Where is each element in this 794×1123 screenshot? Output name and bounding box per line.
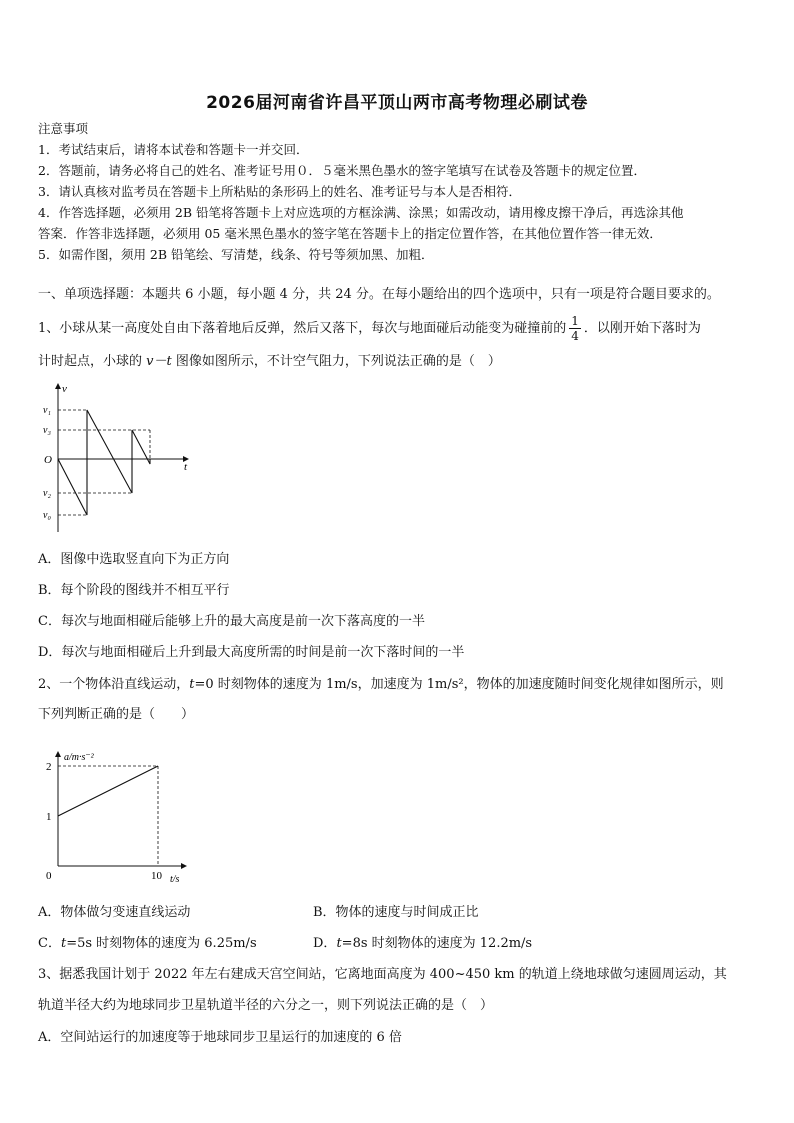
q2-option-d-text: =8s 时刻物体的速度为 12.2m/s (341, 936, 533, 951)
q1-label-o: O (44, 454, 52, 466)
q2-option-c-var: t (60, 936, 67, 951)
q1-stem-text: 1、小球从某一高度处自由下落着地后反弹，然后又落下，每次与地面碰后动能变为碰撞前的 (38, 321, 567, 336)
q2-option-c-prefix: C． (38, 936, 61, 951)
q1-option-a: A．图像中选取竖直向下为正方向 (38, 552, 230, 567)
q1-label-v3: v₃ (43, 425, 51, 436)
q1-vt-graph (38, 378, 198, 538)
q2-data-line (58, 766, 158, 816)
q2-xlabel: t/s (170, 874, 180, 885)
q1-label-v0: v₀ (43, 510, 51, 521)
q1-stem-line2 (38, 354, 501, 370)
q2-stem-line2: 下列判断正确的是（ ） (38, 707, 195, 722)
q2-var-t: t (189, 677, 195, 692)
q2-at-chart (38, 742, 198, 890)
notice-item-4-cont: 答案．作答非选择题，必须用 05 毫米黑色墨水的签字笔在答题卡上的指定位置作答，在其他位置作答一律无效． (38, 226, 662, 241)
q1-label-v1: v₁ (43, 405, 51, 416)
exam-title: 2026届河南省许昌平顶山两市高考物理必刷试卷 (206, 93, 588, 113)
q1-frac-den: 4 (571, 329, 579, 343)
q3-stem-line1: 3、据悉我国计划于 2022 年左右建成天宫空间站，它离地面高度为 400~450 km 的轨道上绕地球做匀速圆周运动，其 (38, 967, 727, 982)
q1-stem-line2-a: 计时起点，小球的 (38, 354, 147, 369)
notice-item-5: 5．如需作图，须用 2B 铅笔绘、写清楚，线条、符号等须加黑、加粗． (38, 247, 434, 262)
notice-heading: 注意事项 (38, 121, 89, 136)
notice-item-3: 3．请认真核对监考员在答题卡上所粘贴的条形码上的姓名、准考证号与本人是否相符． (38, 184, 521, 199)
q2-option-d-var: t (336, 936, 342, 951)
q3-stem-line2: 轨道半径大约为地球同步卫星轨道半径的六分之一，则下列说法正确的是（ ） (38, 998, 494, 1013)
q1-stem-end: ．以刚开始下落时为 (583, 321, 701, 336)
q1-var-vt: v－t (146, 354, 172, 369)
q1-frac-num: 1 (571, 314, 579, 328)
q1-option-b: B．每个阶段的图线并不相互平行 (38, 583, 230, 598)
q1-vt-line (58, 410, 150, 515)
q1-option-d: D．每次与地面相碰后上升到最大高度所需的时间是前一次下落时间的一半 (38, 645, 465, 660)
q3-option-a: A．空间站运行的加速度等于地球同步卫星运行的加速度的 6 倍 (38, 1030, 402, 1045)
q2-ylabel: a/m·s⁻² (64, 752, 94, 763)
q1-label-t: t (184, 461, 188, 473)
q2-stem-line1 (38, 677, 724, 693)
q2-stem-a: 2、一个物体沿直线运动， (38, 677, 190, 692)
notice-item-2: 2．答题前，请务必将自己的姓名、准考证号用０．５毫米黑色墨水的签字笔填写在试卷及答题卡的规定位置． (38, 163, 646, 178)
q2-option-d-prefix: D． (313, 936, 337, 951)
q1-label-v2: v₂ (43, 488, 51, 499)
q1-fraction (569, 314, 581, 343)
q2-stem-b: =0 时刻物体的速度为 1m/s，加速度为 1m/s²，物体的加速度随时间变化规律如图所示，则 (194, 677, 724, 692)
q2-option-d (313, 936, 532, 952)
q1-stem-line2-b: 图像如图所示，不计空气阻力，下列说法正确的是（ ） (171, 354, 501, 369)
q1-label-v: v (62, 383, 67, 395)
q2-ytick-label: 1 (46, 811, 52, 823)
q2-option-c (38, 936, 257, 952)
q2-option-b: B．物体的速度与时间成正比 (313, 905, 479, 920)
q2-option-c-text: =5s 时刻物体的速度为 6.25m/s (66, 936, 257, 951)
q2-ytick-label: 2 (46, 761, 52, 773)
q1-stem-line1 (38, 314, 701, 343)
notice-item-4: 4．作答选择题，必须用 2B 铅笔将答题卡上对应选项的方框涂满、涂黑；如需改动，请用橡皮擦干净后，再选涂其他 (38, 205, 684, 220)
q1-option-c: C．每次与地面相碰后能够上升的最大高度是前一次下落高度的一半 (38, 614, 425, 629)
q2-option-a: A．物体做匀变速直线运动 (38, 905, 191, 920)
q2-xtick-label: 10 (151, 870, 162, 882)
notice-item-1: 1．考试结束后，请将本试卷和答题卡一并交回． (38, 142, 309, 157)
q2-xtick-label: 0 (46, 870, 52, 882)
section-heading: 一、单项选择题：本题共 6 小题，每小题 4 分，共 24 分。在每小题给出的四个选项中，只有一项是符合题目要求的。 (38, 287, 720, 302)
